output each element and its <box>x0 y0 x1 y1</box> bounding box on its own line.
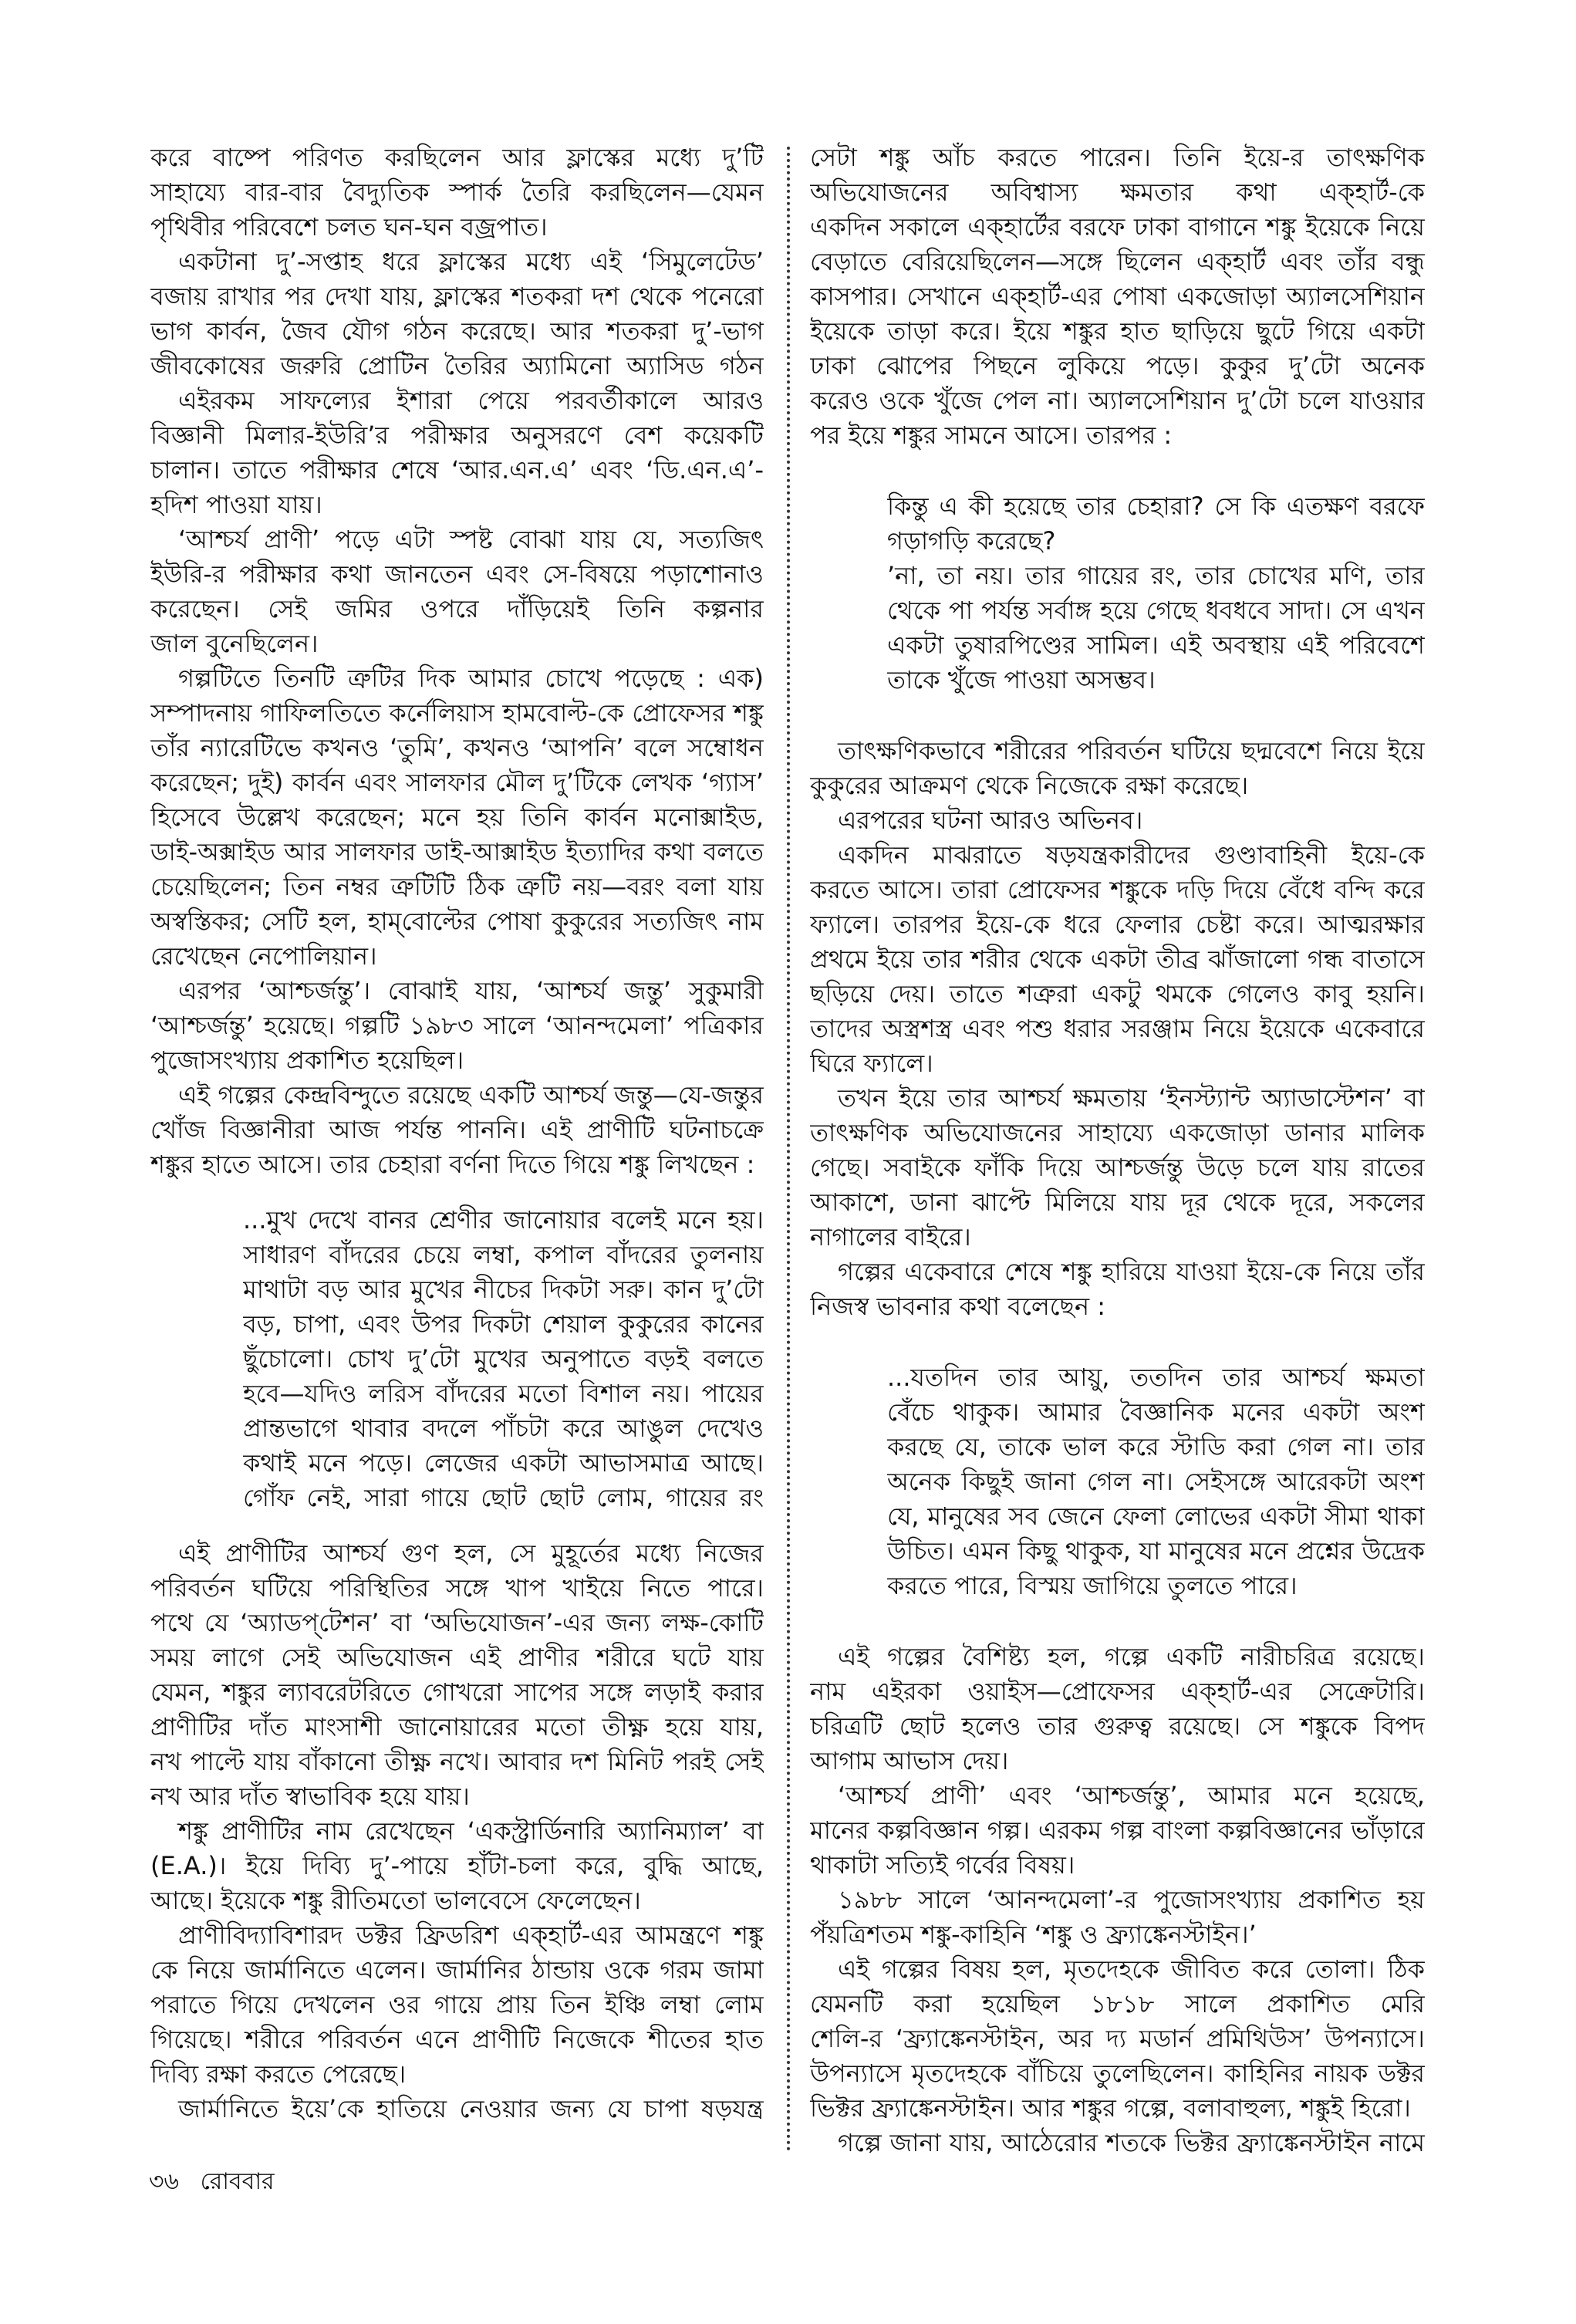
text-line: মাথাটা বড় আর মুখের নীচের দিকটা সরু। কান দু’টো <box>243 1275 764 1304</box>
paragraph <box>810 2126 1425 2160</box>
text-line: ...মুখ দেখে বানর শ্রেণীর জানোয়ার বলেই মনে হয়। <box>243 1205 764 1235</box>
text-line: একদিন মাঝরাতে ষড়যন্ত্রকারীদের গুণ্ডাবাহিনী ইয়ে-কে <box>838 840 1425 870</box>
page-footer <box>149 2167 275 2197</box>
text-line: মানের কল্পবিজ্ঞান গল্প। এরকম গল্প বাংলা কল্পবিজ্ঞানের ভাঁড়ারে <box>810 1816 1425 1845</box>
text-line: কিন্তু এ কী হয়েছে তার চেহারা? সে কি এতক্ষণ বরফে <box>887 491 1425 521</box>
text-line: প্রাণীবিদ্যাবিশারদ ডক্টর ফ্রিডরিশ এক্‌হার্ট-এর আমন্ত্রণে শঙ্কু <box>178 1920 764 1950</box>
paragraph <box>150 245 764 383</box>
text-line: জাল বুনেছিলেন। <box>150 629 319 658</box>
paragraph <box>150 1814 764 1918</box>
text-line: তাঁর ন্যারেটিভে কখনও ‘তুমি’, কখনও ‘আপনি’ বলে সম্বোধন <box>150 733 764 762</box>
text-line: থাকাটা সত্যিই গর্বের বিষয়। <box>810 1850 1075 1880</box>
text-line: গড়াগড়ি করেছে? <box>887 526 1056 556</box>
text-line: কে নিয়ে জার্মানিতে এলেন। জার্মানির ঠান্ডায় ওকে গরম জামা <box>150 1955 764 1985</box>
text-line: এরপরের ঘটনা আরও অভিনব। <box>838 806 1143 835</box>
text-line: জার্মানিতে ইয়ে’কে হাতিয়ে নেওয়ার জন্য যে চাপা ষড়যন্ত্র <box>178 2094 764 2123</box>
text-line: করেও ওকে খুঁজে পেল না। অ্যালসেশিয়ান দু’টো চলে যাওয়ার <box>810 386 1425 415</box>
block-quote <box>887 489 1425 698</box>
text-line: প্রাণীটির দাঁত মাংসাশী জানোয়ারের মতো তীক্ষ্ণ হয়ে যায়, <box>150 1712 764 1741</box>
text-line: চালান। তাতে পরীক্ষার শেষে ‘আর.এন.এ’ এবং ‘ডি.এন.এ’- <box>150 455 764 485</box>
paragraph <box>810 803 1425 838</box>
paragraph <box>150 522 764 661</box>
text-line: ভিক্টর ফ্র্যাঙ্কেনস্টাইন। আর শঙ্কুর গল্পে, বলাবাহুল্য, শঙ্কুই হিরো। <box>810 2093 1411 2123</box>
text-line: বেড়াতে বেরিয়েছিলেন—সঙ্গে ছিলেন এক্‌হার্ট এবং তাঁর বন্ধু <box>810 247 1425 276</box>
text-line: বিজ্ঞানী মিলার-ইউরি’র পরীক্ষার অনুসরণে বেশ কয়েকটি <box>150 421 764 450</box>
text-line: ‘আশ্চর্জন্তু’ হয়েছে। গল্পটি ১৯৮৩ সালে ‘আনন্দমেলা’ পত্রিকার <box>150 1011 764 1040</box>
text-line: (E.A.)। ইয়ে দিব্যি দু’-পায়ে হাঁটা-চলা করে, বুদ্ধি আছে, <box>150 1851 764 1880</box>
text-line: উপন্যাসে মৃতদেহকে বাঁচিয়ে তুলেছিলেন। কাহিনির নায়ক ডক্টর <box>810 2059 1425 2088</box>
paragraph <box>150 1078 764 1182</box>
text-line: তাদের অস্ত্রশস্ত্র এবং পশু ধরার সরঞ্জাম নিয়ে ইয়েকে একেবারে <box>810 1014 1425 1043</box>
text-line: আছে। ইয়েকে শঙ্কু রীতিমতো ভালবেসে ফেলেছেন। <box>150 1886 641 1915</box>
text-line: পর ইয়ে শঙ্কুর সামনে আসে। তারপর : <box>810 421 1173 450</box>
text-line: থেকে পা পর্যন্ত সর্বাঙ্গ হয়ে গেছে ধবধবে সাদা। সে এখন <box>887 596 1425 625</box>
text-line: এরপর ‘আশ্চর্জন্তু’। বোঝাই যায়, ‘আশ্চর্য জন্তু’ সুকুমারী <box>178 976 764 1005</box>
text-line: ইয়েকে তাড়া করে। ইয়ে শঙ্কুর হাত ছাড়িয়ে ছুটে গিয়ে একটা <box>810 316 1425 346</box>
text-line: তখন ইয়ে তার আশ্চর্য ক্ষমতায় ‘ইনস্ট্যান্ট অ্যাডাস্টেশন’ বা <box>838 1083 1425 1113</box>
text-line: যেমনটি করা হয়েছিল ১৮১৮ সালে প্রকাশিত মেরি <box>810 1989 1425 2018</box>
text-line: শেলি-র ‘ফ্র্যাঙ্কেনস্টাইন, অর দ্য মডার্ন প্রমিথিউস’ উপন্যাসে। <box>810 2024 1425 2053</box>
text-line: ‘আশ্চর্য প্রাণী’ এবং ‘আশ্চর্জন্তু’, আমার মনে হয়েছে, <box>838 1781 1425 1810</box>
paragraph <box>150 661 764 974</box>
paragraph <box>810 838 1425 1081</box>
text-line: বড়, চাপা, এবং উপর দিকটা শেয়াল কুকুরের কানের <box>243 1309 764 1339</box>
text-line: তাৎক্ষণিকভাবে শরীরের পরিবর্তন ঘটিয়ে ছদ্মবেশে নিয়ে ইয়ে <box>838 736 1425 765</box>
paragraph <box>810 1778 1425 1883</box>
text-line: ’না, তা নয়। তার গায়ের রং, তার চোখের মণি, তার <box>887 561 1425 590</box>
text-line: চরিত্রটি ছোট হলেও তার গুরুত্ব রয়েছে। সে শঙ্কুকে বিপদ <box>810 1711 1425 1741</box>
text-line: একটা তুষারপিণ্ডের সামিল। এই অবস্থায় এই পরিবেশে <box>887 630 1425 660</box>
text-line: কাসপার। সেখানে এক্‌হার্ট-এর পোষা একজোড়া অ্যালসেশিয়ান <box>810 282 1425 311</box>
text-line: প্রথমে ইয়ে তার শরীর থেকে একটা তীব্র ঝাঁজালো গন্ধ বাতাসে <box>810 944 1425 974</box>
text-line: তাৎক্ষণিক অভিযোজনের সাহায্যে একজোড়া ডানার মালিক <box>810 1118 1425 1147</box>
text-line: গেছে। সবাইকে ফাঁকি দিয়ে আশ্চর্জন্তু উড়ে চলে যায় রাতের <box>810 1153 1425 1182</box>
paragraph <box>150 974 764 1078</box>
text-line: আগাম আভাস দেয়। <box>810 1746 1009 1775</box>
text-line: ঢাকা ঝোপের পিছনে লুকিয়ে পড়ে। কুকুর দু’টো অনেক <box>810 351 1425 380</box>
text-line: করছে যে, তাকে ভাল করে স্টাডি করা গেল না। তার <box>887 1432 1425 1461</box>
text-line: আকাশে, ডানা ঝাপ্টে মিলিয়ে যায় দূর থেকে দূরে, সকলের <box>810 1187 1425 1217</box>
text-line: হবে—যদিও লরিস বাঁদরের মতো বিশাল নয়। পায়ের <box>243 1379 764 1408</box>
text-line: করতে পারে, বিস্ময় জাগিয়ে তুলতে পারে। <box>887 1571 1298 1600</box>
paragraph <box>150 140 764 245</box>
text-line: এই গল্পের বৈশিষ্ট্য হল, গল্পে একটি নারীচরিত্র রয়েছে। <box>838 1642 1425 1671</box>
text-line: ...যতদিন তার আয়ু, ততদিন তার আশ্চর্য ক্ষমতা <box>887 1363 1425 1392</box>
text-line: যে, মানুষের সব জেনে ফেলা লোভের একটা সীমা থাকা <box>887 1501 1425 1531</box>
text-line: বেঁচে থাকুক। আমার বৈজ্ঞানিক মনের একটা অংশ <box>887 1397 1425 1427</box>
paragraph <box>810 1883 1425 1952</box>
text-line: ‘আশ্চর্য প্রাণী’ পড়ে এটা স্পষ্ট বোঝা যায় যে, সত্যজিৎ <box>178 525 764 554</box>
text-line: হিসেবে উল্লেখ করেছেন; মনে হয় তিনি কার্বন মনোক্সাইড, <box>150 802 764 832</box>
text-line: গল্পের একেবারে শেষে শঙ্কু হারিয়ে যাওয়া ইয়ে-কে নিয়ে তাঁর <box>838 1257 1425 1286</box>
text-line: দিব্যি রক্ষা করতে পেরেছে। <box>150 2059 407 2089</box>
text-line: খোঁজ বিজ্ঞানীরা আজ পর্যন্ত পাননি। এই প্রাণীটি ঘটনাচক্রে <box>150 1115 764 1144</box>
text-line: কুকুরের আক্রমণ থেকে নিজেকে রক্ষা করেছে। <box>810 771 1249 800</box>
text-line: হদিশ পাওয়া যায়। <box>150 490 322 519</box>
text-line: পঁয়ত্রিশতম শঙ্কু-কাহিনি ‘শঙ্কু ও ফ্র্যাঙ্কেনস্টাইন।’ <box>810 1920 1257 1949</box>
text-line: সময় লাগে সেই অভিযোজন এই প্রাণীর শরীরে ঘটে যায় <box>150 1643 764 1672</box>
paragraph <box>810 140 1425 453</box>
text-line: ডাই-অক্সাইড আর সালফার ডাই-আক্সাইড ইত্যাদির কথা বলতে <box>150 837 764 866</box>
text-line: করেছেন। সেই জমির ওপরে দাঁড়িয়েই তিনি কল্পনার <box>150 594 764 623</box>
paragraph <box>810 734 1425 803</box>
text-line: অস্বস্তিকর; সেটি হল, হাম্‌বোল্টের পোষা কুকুরের সত্যজিৎ নাম <box>150 907 764 936</box>
text-line: একদিন সকালে এক্‌হার্টের বরফে ঢাকা বাগানে শঙ্কু ইয়েকে নিয়ে <box>810 212 1425 242</box>
text-line: ছড়িয়ে দেয়। তাতে শত্রুরা একটু থমকে গেলেও কাবু হয়নি। <box>810 979 1425 1008</box>
text-line: ফ্যালে। তারপর ইয়ে-কে ধরে ফেলার চেষ্টা করে। আত্মরক্ষার <box>810 910 1425 939</box>
text-line: সেটা শঙ্কু আঁচ করতে পারেন। তিনি ইয়ে-র তাৎক্ষণিক <box>810 143 1425 172</box>
text-line: পরিবর্তন ঘটিয়ে পরিস্থিতির সঙ্গে খাপ খাইয়ে নিতে পারে। <box>150 1573 764 1603</box>
text-line: পৃথিবীর পরিবেশে চলত ঘন-ঘন বজ্রপাত। <box>150 212 548 242</box>
text-line: ইউরি-র পরীক্ষার কথা জানতেন এবং সে-বিষয়ে পড়াশোনাও <box>150 559 764 589</box>
text-line: গল্পে জানা যায়, আঠেরোর শতকে ভিক্টর ফ্র্যাঙ্কেনস্টাইন নামে <box>838 2128 1425 2157</box>
text-line: সাহায্যে বার-বার বৈদ্যুতিক স্পার্ক তৈরি করছিলেন—যেমন <box>150 177 764 207</box>
magazine-name: রোববার <box>200 2168 275 2195</box>
text-line: পরাতে গিয়ে দেখলেন ওর গায়ে প্রায় তিন ইঞ্চি লম্বা লোম <box>150 1990 764 2019</box>
text-line: শঙ্কু প্রাণীটির নাম রেখেছেন ‘একস্ট্রার্ডিনারি অ্যানিম্যাল’ বা <box>178 1816 764 1846</box>
left-column <box>150 140 764 2126</box>
text-line: ১৯৮৮ সালে ‘আনন্দমেলা’-র পুজোসংখ্যায় প্রকাশিত হয় <box>838 1885 1425 1914</box>
text-line: গিয়েছে। শরীরে পরিবর্তন এনে প্রাণীটি নিজেকে শীতের হাত <box>150 2025 764 2054</box>
block-quote <box>887 1360 1425 1603</box>
text-line: তাকে খুঁজে পাওয়া অসম্ভব। <box>887 665 1156 694</box>
text-line: করেছেন; দুই) কার্বন এবং সালফার মৌল দু’টিকে লেখক ‘গ্যাস’ <box>150 768 764 797</box>
text-line: একটানা দু’-সপ্তাহ ধরে ফ্লাস্কের মধ্যে এই ‘সিমুলেটেড’ <box>178 247 764 276</box>
column-divider <box>787 147 790 2153</box>
text-line: উচিত। এমন কিছু থাকুক, যা মানুষের মনে প্রশ্নের উদ্রেক <box>887 1536 1425 1566</box>
paragraph <box>810 1255 1425 1324</box>
text-line: এই প্রাণীটির আশ্চর্য গুণ হল, সে মুহূর্তের মধ্যে নিজের <box>178 1539 764 1568</box>
page-number: ৩৬ <box>149 2168 180 2195</box>
text-line: ভাগ কার্বন, জৈব যৌগ গঠন করেছে। আর শতকরা দু’-ভাগ <box>150 316 764 346</box>
text-line: চেয়েছিলেন; তিন নম্বর ত্রুটিটি ঠিক ত্রুটি নয়—বরং বলা যায় <box>150 872 764 901</box>
text-line: এই গল্পের বিষয় হল, মৃতদেহকে জীবিত করে তোলা। ঠিক <box>838 1954 1425 1984</box>
text-line: সম্পাদনায় গাফিলতিতে কর্নেলিয়াস হামবোল্ট-কে প্রোফেসর শঙ্কু <box>150 698 764 728</box>
right-column <box>810 140 1425 2160</box>
text-line: নখ পাল্টে যায় বাঁকানো তীক্ষ্ণ নখে। আবার দশ মিনিট পরই সেই <box>150 1747 764 1776</box>
paragraph <box>150 2092 764 2126</box>
text-line: করতে আসে। তারা প্রোফেসর শঙ্কুকে দড়ি দিয়ে বেঁধে বন্দি করে <box>810 875 1425 904</box>
text-line: পুজোসংখ্যায় প্রকাশিত হয়েছিল। <box>150 1045 464 1075</box>
text-line: বজায় রাখার পর দেখা যায়, ফ্লাস্কের শতকরা দশ থেকে পনেরো <box>150 282 764 311</box>
text-line: জীবকোষের জরুরি প্রোটিন তৈরির অ্যামিনো অ্যাসিড গঠন <box>150 351 764 380</box>
text-line: শঙ্কুর হাতে আসে। তার চেহারা বর্ণনা দিতে গিয়ে শঙ্কু লিখছেন : <box>150 1150 755 1179</box>
text-line: নাগালের বাইরে। <box>810 1222 971 1252</box>
text-line: নিজস্ব ভাবনার কথা বলেছেন : <box>810 1292 1105 1321</box>
text-line: গল্পটিতে তিনটি ত্রুটির দিক আমার চোখে পড়েছে : এক) <box>178 664 764 693</box>
text-line: নাম এইরকা ওয়াইস—প্রোফেসর এক্‌হার্ট-এর সেক্রেটারি। <box>810 1677 1425 1706</box>
text-line: রেখেছেন নেপোলিয়ান। <box>150 941 377 971</box>
paragraph <box>810 1952 1425 2126</box>
text-line: অনেক কিছুই জানা গেল না। সেইসঙ্গে আরেকটা অংশ <box>887 1467 1425 1496</box>
paragraph <box>150 383 764 522</box>
block-quote <box>243 1203 764 1515</box>
text-line: করে বাষ্পে পরিণত করছিলেন আর ফ্লাস্কের মধ্যে দু’টি <box>150 143 764 172</box>
paragraph <box>810 1640 1425 1778</box>
text-line: ঘিরে ফ্যালে। <box>810 1049 933 1078</box>
text-line: নখ আর দাঁত স্বাভাবিক হয়ে যায়। <box>150 1782 470 1811</box>
text-line: যেমন, শঙ্কুর ল্যাবরেটরিতে গোখরো সাপের সঙ্গে লড়াই করার <box>150 1677 764 1707</box>
text-line: কথাই মনে পড়ে। লেজের একটা আভাসমাত্র আছে। <box>243 1448 764 1478</box>
text-line: গোঁফ নেই, সারা গায়ে ছোট ছোট লোম, গায়ের রং <box>243 1483 764 1512</box>
text-line: এই গল্পের কেন্দ্রবিন্দুতে রয়েছে একটি আশ্চর্য জন্তু—যে-জন্তুর <box>178 1080 764 1110</box>
text-line: অভিযোজনের অবিশ্বাস্য ক্ষমতার কথা এক্‌হার্ট-কে <box>810 177 1425 207</box>
text-line: ছুঁচোলো। চোখ দু’টো মুখের অনুপাতে বড়ই বলতে <box>243 1344 764 1373</box>
text-line: পথে যে ‘অ্যাডপ্‌টেশন’ বা ‘অভিযোজন’-এর জন্য লক্ষ-কোটি <box>150 1608 764 1637</box>
paragraph <box>150 1918 764 2092</box>
text-line: এইরকম সাফল্যের ইশারা পেয়ে পরবর্তীকালে আরও <box>178 386 764 415</box>
text-line: সাধারণ বাঁদরের চেয়ে লম্বা, কপাল বাঁদরের তুলনায় <box>243 1240 764 1269</box>
paragraph <box>150 1536 764 1814</box>
paragraph <box>810 1081 1425 1255</box>
text-line: প্রান্তভাগে থাবার বদলে পাঁচটা করে আঙুল দেখেও <box>243 1414 764 1443</box>
